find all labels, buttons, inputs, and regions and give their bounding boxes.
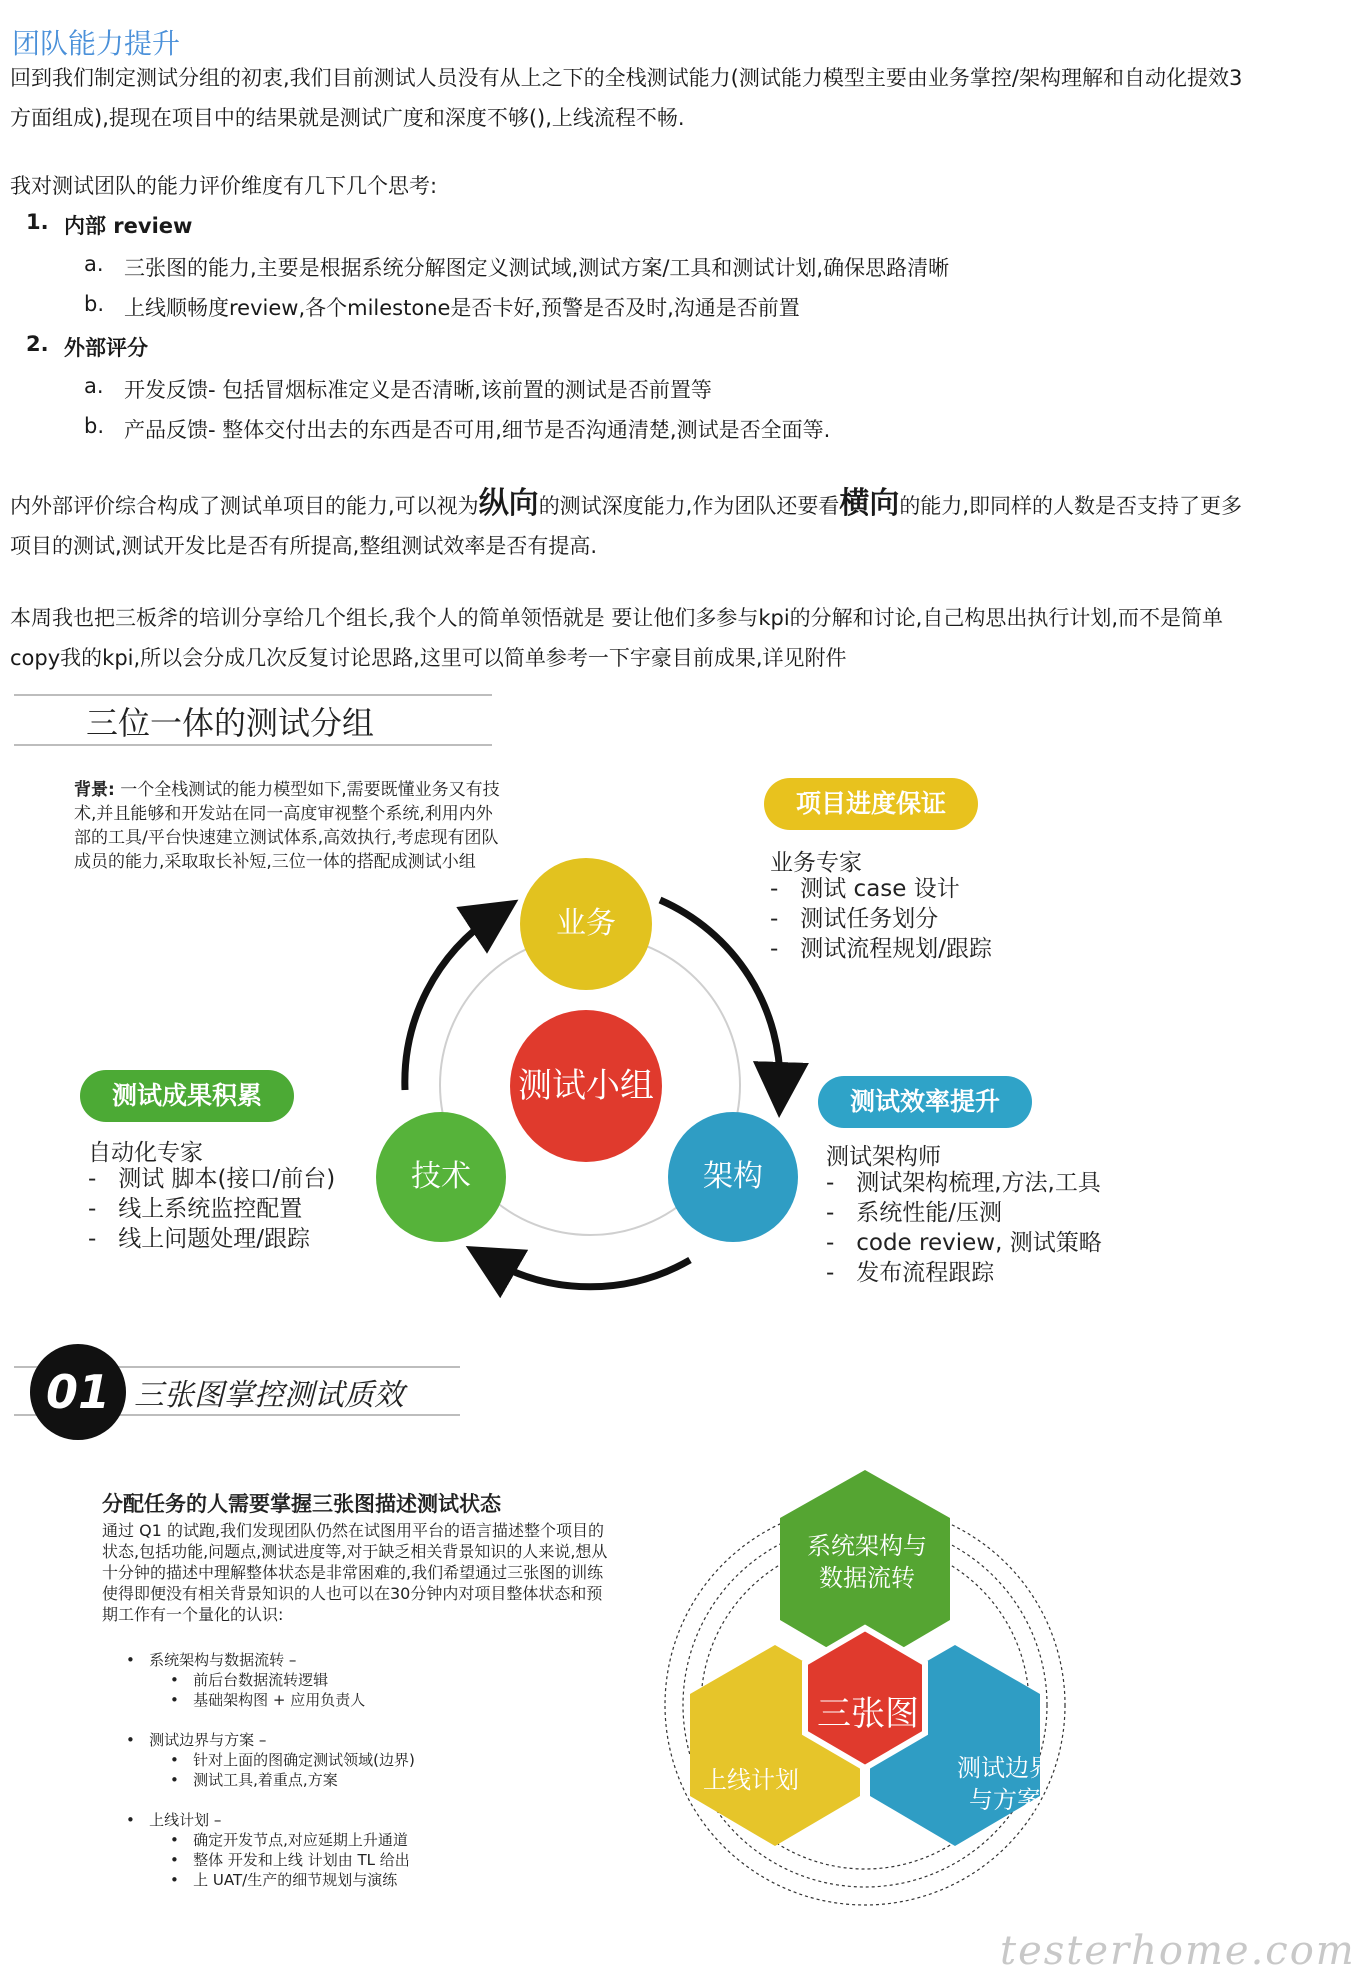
role-item: - 测试 脚本(接口/前台)	[88, 1164, 335, 1194]
slide2-subtitle: 分配任务的人需要掌握三张图描述测试状态	[102, 1492, 501, 1516]
slide1-top-rule	[14, 694, 492, 696]
role-automation-list	[88, 1164, 335, 1254]
section-number-badge: 01	[30, 1344, 126, 1440]
role-item: - 发布流程跟踪	[826, 1258, 1102, 1288]
bullet-sub-item: • 基础架构图 + 应用负责人	[170, 1691, 366, 1709]
list-number-2: 2.	[26, 332, 49, 356]
bullet-sub-item: • 针对上面的图确定测试领域(边界)	[170, 1751, 415, 1769]
list-sub-item: 上线顺畅度review,各个milestone是否卡好,预警是否及时,沟通是否前置	[124, 296, 800, 320]
role-item: - 线上系统监控配置	[88, 1194, 335, 1224]
bullet-sub-item: • 确定开发节点,对应延期上升通道	[170, 1831, 408, 1849]
bullet-sub-item: • 测试工具,着重点,方案	[170, 1771, 338, 1789]
slide2-bullet-list	[126, 1650, 506, 1890]
hex-center-label: 三张图	[817, 1694, 919, 1734]
node-technology: 技术	[376, 1112, 506, 1242]
role-item: - 测试任务划分	[770, 904, 992, 934]
list-label-internal-review: 内部 review	[64, 214, 193, 238]
node-business: 业务	[520, 858, 652, 990]
watermark-logo: testerhome.com	[1000, 1928, 1356, 1974]
list-letter: a.	[84, 374, 104, 398]
pill-test-results: 测试成果积累	[80, 1070, 294, 1122]
three-maps-hex-diagram	[660, 1460, 1080, 1880]
role-item: - 测试流程规划/跟踪	[770, 934, 992, 964]
list-sub-item: 产品反馈- 整体交付出去的东西是否可用,细节是否沟通清楚,测试是否全面等.	[124, 418, 831, 442]
role-test-architect: 测试架构师	[826, 1144, 941, 1170]
role-item: - 测试 case 设计	[770, 874, 992, 904]
hex-top-label: 系统架构与 数据流转	[807, 1532, 927, 1592]
slide1-bottom-rule	[14, 744, 492, 746]
bullet-item: • 测试边界与方案 –	[126, 1731, 267, 1749]
slide1-background-note: 背景: 一个全栈测试的能力模型如下,需要既懂业务又有技术,并且能够和开发站在同一高度审视整个系统,利用内外部的工具/平台快速建立测试体系,高效执行,考虑现有团队成员的能力,采取取长补短,三位一体的搭配成测试小组	[74, 780, 500, 872]
paragraph-training: 本周我也把三板斧的培训分享给几个组长,我个人的简单领悟就是 要让他们多参与kpi的分解和讨论,自己构思出执行计划,而不是简单copy我的kpi,所以会分成几次反复讨论思路,这里可以简单参考一下宇豪目前成果,详见附件	[10, 606, 1224, 670]
bullet-sub-item: • 上 UAT/生产的细节规划与演练	[170, 1871, 398, 1889]
list-sub-item: 三张图的能力,主要是根据系统分解图定义测试域,测试方案/工具和测试计划,确保思路清晰	[124, 256, 950, 280]
list-number-1: 1.	[26, 210, 49, 234]
node-test-group-center: 测试小组	[510, 1010, 662, 1162]
paragraph-evaluation: 内外部评价综合构成了测试单项目的能力,可以视为纵向的测试深度能力,作为团队还要看横向的能力,即同样的人数是否支持了更多项目的测试,测试开发比是否有所提高,整组测试效率是否有提高.	[10, 486, 1243, 558]
pill-project-progress: 项目进度保证	[764, 778, 978, 830]
bullet-sub-item: • 前后台数据流转逻辑	[170, 1671, 329, 1689]
role-item: - 线上问题处理/跟踪	[88, 1224, 335, 1254]
slide2-title: 三张图掌控测试质效	[134, 1378, 404, 1413]
emphasis-horizontal: 横向	[839, 486, 900, 521]
slide2-paragraph: 通过 Q1 的试跑,我们发现团队仍然在试图用平台的语言描述整个项目的状态,包括功能,问题点,测试进度等,对于缺乏相关背景知识的人来说,想从十分钟的描述中理解整体状态是非常困难的,我们希望通过三张图的训练使得即便没有相关背景知识的人也可以在30分钟内对项目整体状态和预期工作有一个量化的认识:	[102, 1521, 608, 1624]
arrow-biz-to-arch	[660, 900, 780, 1090]
role-architect-list	[826, 1168, 1102, 1288]
list-letter: b.	[84, 292, 105, 316]
bullet-sub-item: • 整体 开发和上线 计划由 TL 给出	[170, 1851, 410, 1869]
document-title: 团队能力提升	[12, 27, 181, 60]
role-automation-expert: 自动化专家	[88, 1140, 203, 1166]
role-item: - code review, 测试策略	[826, 1228, 1102, 1258]
bullet-item: • 系统架构与数据流转 –	[126, 1651, 297, 1669]
role-item: - 系统性能/压测	[826, 1198, 1102, 1228]
bullet-item: • 上线计划 –	[126, 1811, 222, 1829]
pill-test-efficiency: 测试效率提升	[818, 1076, 1032, 1128]
paragraph-dimensions: 我对测试团队的能力评价维度有几下几个思考:	[10, 174, 438, 198]
node-architecture: 架构	[668, 1112, 798, 1242]
role-item: - 测试架构梳理,方法,工具	[826, 1168, 1102, 1198]
emphasis-vertical: 纵向	[478, 486, 539, 521]
list-label-external-score: 外部评分	[64, 336, 148, 360]
paragraph-intro: 回到我们制定测试分组的初衷,我们目前测试人员没有从上之下的全栈测试能力(测试能力模型主要由业务掌控/架构理解和自动化提效3方面组成),提现在项目中的结果就是测试广度和深度不够(),上线流程不畅.	[10, 66, 1243, 130]
role-business-list	[770, 874, 992, 964]
list-sub-item: 开发反馈- 包括冒烟标准定义是否清晰,该前置的测试是否前置等	[124, 378, 712, 402]
list-letter: b.	[84, 414, 105, 438]
role-business-expert: 业务专家	[770, 850, 862, 876]
slide1-title: 三位一体的测试分组	[86, 704, 375, 742]
arrow-tech-to-biz	[405, 915, 495, 1090]
hex-right-label: 测试边界 与方案	[957, 1754, 1053, 1814]
hex-left-label: 上线计划	[703, 1766, 799, 1794]
arrow-arch-to-tech	[490, 1260, 690, 1287]
list-letter: a.	[84, 252, 104, 276]
